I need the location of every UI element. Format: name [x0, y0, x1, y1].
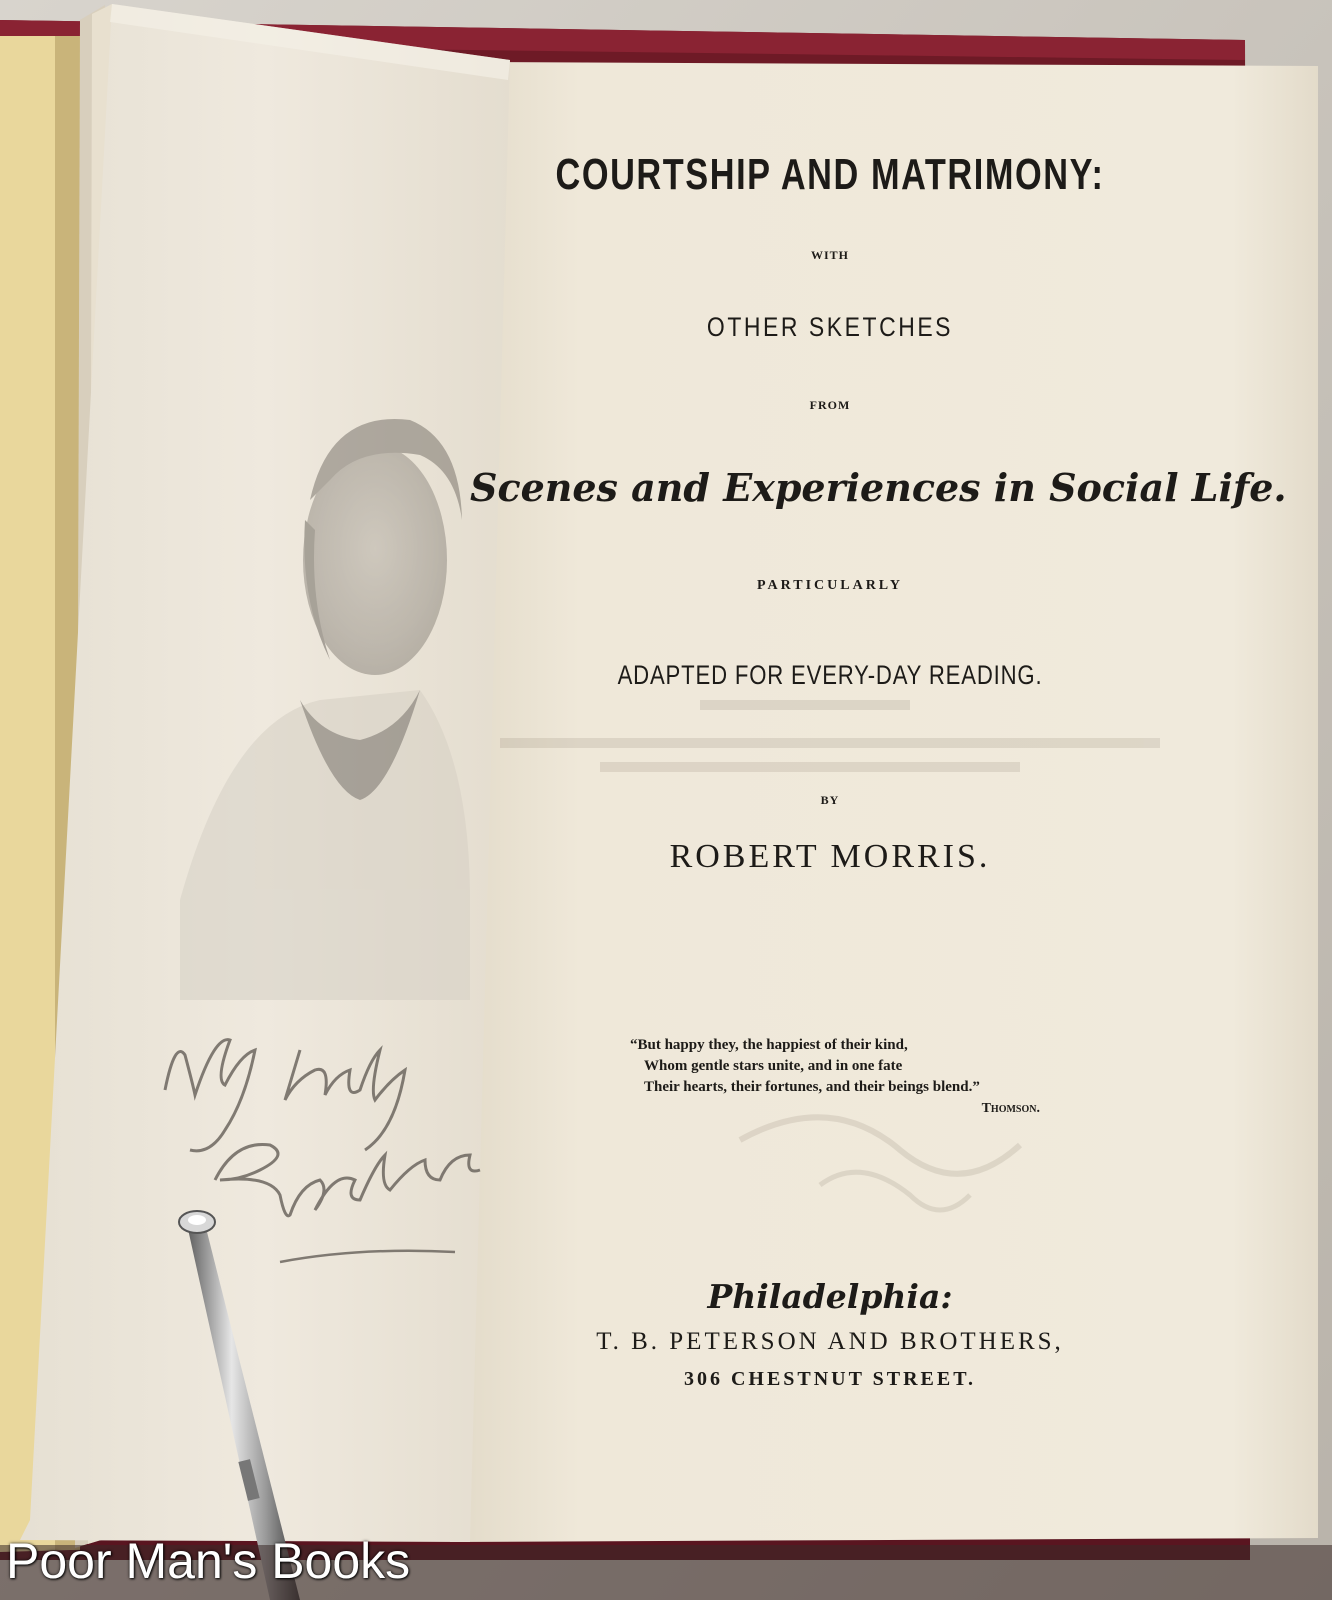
epigraph — [630, 1035, 1080, 1119]
title-with: WITH — [810, 248, 849, 262]
imprint-publisher: T. B. PETERSON AND BROTHERS, — [596, 1328, 1064, 1355]
imprint-city: Philadelphia: — [707, 1277, 953, 1316]
title-other-sketches: OTHER SKETCHES — [706, 312, 954, 342]
title-from: FROM — [809, 398, 851, 412]
epigraph-line: Whom gentle stars unite, and in one fate — [644, 1058, 903, 1074]
epigraph-attribution: Thomson. — [981, 1101, 1040, 1116]
watermark-text: Poor Man's Books — [6, 1533, 411, 1589]
epigraph-line: Their hearts, their fortunes, and their beings blend.” — [644, 1079, 980, 1095]
title-scenes: Scenes and Experiences in Social Life. — [470, 465, 1287, 510]
title-adapted: ADAPTED FOR EVERY-DAY READING. — [617, 660, 1043, 690]
author-name: ROBERT MORRIS. — [669, 838, 991, 875]
epigraph-line: “But happy they, the happiest of their kind, — [630, 1037, 908, 1053]
imprint-address: 306 CHESTNUT STREET. — [683, 1368, 977, 1390]
book-title: COURTSHIP AND MATRIMONY: — [555, 150, 1105, 199]
title-particularly: PARTICULARLY — [757, 578, 903, 593]
title-by: BY — [820, 793, 840, 807]
